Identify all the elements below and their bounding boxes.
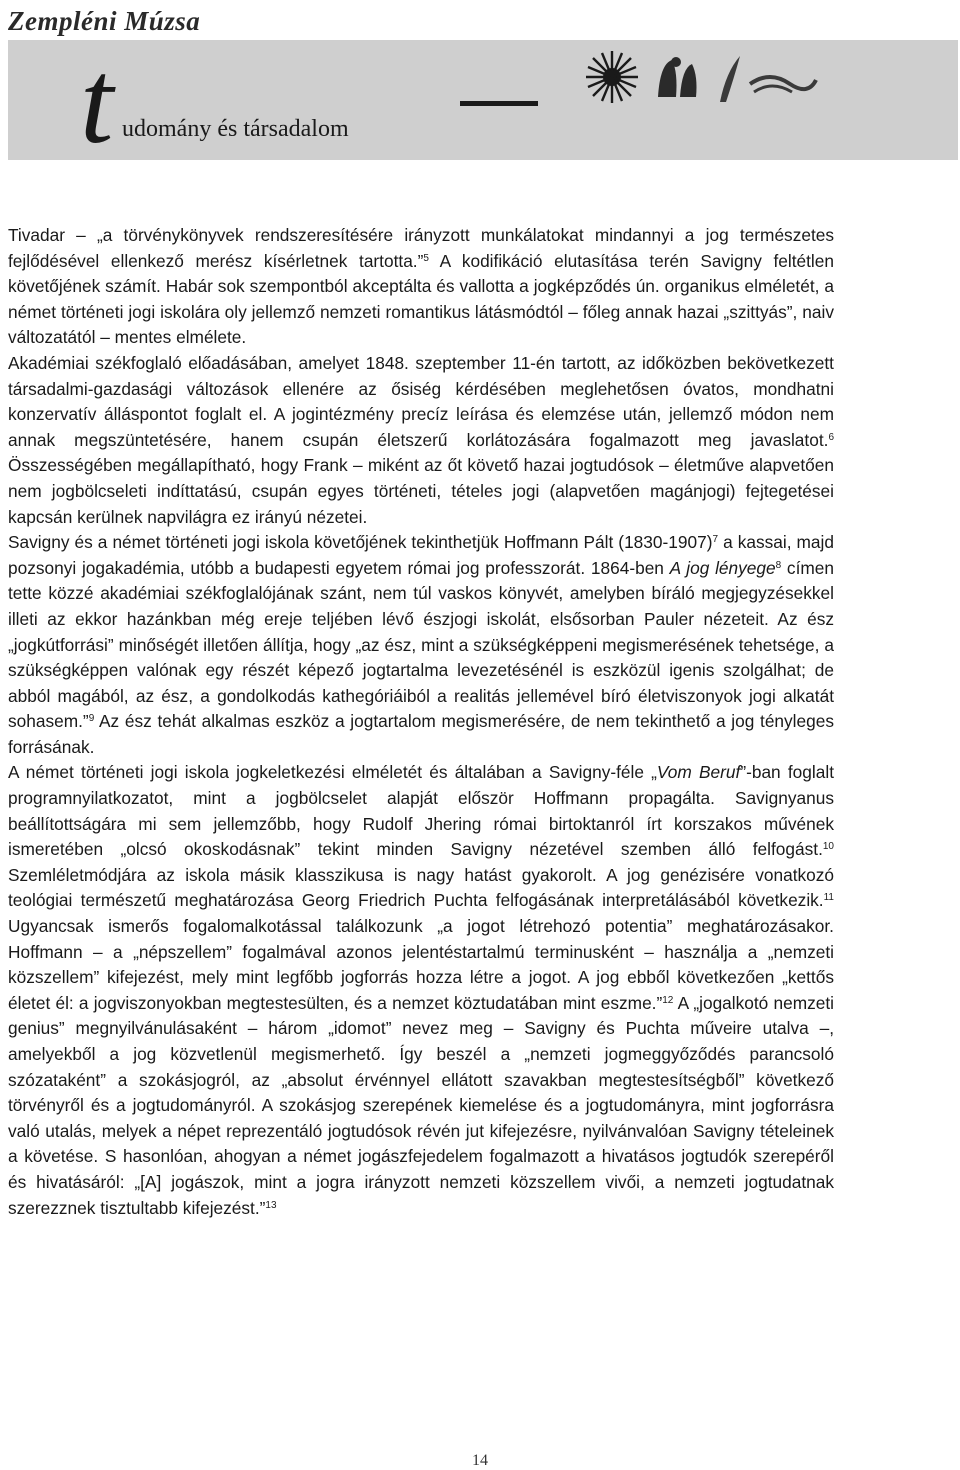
section-title: udomány és társadalom (122, 116, 349, 142)
footnote-ref: 13 (265, 1199, 277, 1211)
footnote-ref: 12 (662, 994, 674, 1006)
page-number: 14 (472, 1452, 488, 1469)
paragraph: A német történeti jogi iskola jogkeletkezési elméletét és általában a Savigny-féle „Vom Beruf”-ban foglalt programnyilatkozatot, mint a jogbölcselet alapját először Hoffmann propagálta. Savignyanus beállítottságára mi sem jellemzőbb, hogy Rudolf Jhering római birtoktanról írt korszakos művének ismeretében „olcsó okoskodásnak” tekint minden Savigny nézetével szemben álló felfogást.$^{10}$ Szemléletmódjára az iskola másik klasszikusa is nagy hatást gyakorolt. A jog genézisére vonatkozó teológiai természetű meghatározása Georg Friedrich Puchta felfogásának interpretálásából következik.$^{11}$ Ugyancsak ismerős fogalomalkotással találkozunk „a jogot létrehozó potentia” meghatározásakor. Hoffmann – a „népszellem” fogalmával azonos jelentéstartalmú terminusként – használja a „nemzeti közszellem” kifejezést, mely mint legfőbb jogforrás hozza létre a jogot. A jog ebből következően „kettős életet él: a jogviszonyokban megtestesülten, és a nemzet köztudatában mint eszme.”$^{12}$ A „jogalkotó nemzeti genius” megnyilvánulásaként – három „idomot” nevez meg – Savigny és Puchta műveire utalva –, amelyekből a jog közvetlenül megismerhető. Így beszél a „nemzeti jogmeggyőződés parancsoló szózataként” a szokásjogról, az „absolut érvénnyel ellátott szavakban megtestesítségből” következő törvényről és a jogtudományról. A szokásjog szerepének kiemelése és a jogtudományra, mint jogforrásra való utalás, melyek a népet reprezentáló jogtudósok révén jut kifejezésre, nyilvánvalóan Savigny tételeinek a követése. S hasonlóan, ahogyan a német jogászfejedelem fogalmazott a hivatásos jogtudók szerepéről és hivatásáról: „[A] jogászok, mint a jogra irányzott nemzeti közszellem vivői, a nemzeti jogtudatnak szerezznek tisztultabb kifejezést.”$^{13}$ (8, 762, 834, 1218)
footnote-ref: 10 (822, 841, 834, 853)
ornament-icon (580, 42, 820, 112)
title-rule (460, 101, 538, 106)
article-body (8, 223, 834, 1221)
book-title: A jog lényege (669, 557, 776, 578)
paragraph: Akadémiai székfoglaló előadásában, amelyet 1848. szeptember 11-én tartott, az időközben bekövetkezett társadalmi-gazdasági változások ellenére az ősiség kérdésében meglehetősen óvatos, mondhatni konzervatív álláspontot foglalt el. A jogintézmény precíz leírása és elemzése után, jellemző módon nem annak megszüntetésére, hanem csupán életszerű korlátozására fogalmazott meg javaslatot.$^6$ Összességében megállapítható, hogy Frank – miként az őt követő hazai jogtudósok – életműve alapvetően nem jogbölcseleti indíttatású, csupán egyes történeti, tételes jogi (alapvetően magánjogi) fejtegetései kapcsán kerülnek napvilágra ez irányú nézetei. (8, 352, 834, 527)
paragraph: Tivadar – „a törvénykönyvek rendszeresítésére irányzott munkálatokat mindannyi a jog természetes fejlődésével ellenkező merész kísérletnek tartotta.”$^5$ A kodifikáció elutasítása terén Savigny feltétlen követőjének számít. Habár sok szempontból akceptálta és vallotta a jogképződés ún. organikus elméletét, a német történeti jogi iskolára oly jellemző nemzeti romantikus látásmódtól – főleg annak hazai „szittyás”, naiv változatától – mentes elmélete. (8, 225, 834, 348)
paragraph: Savigny és a német történeti jogi iskola követőjének tekinthetjük Hoffmann Pált (1830-1907)$^7$ a kassai, majd pozsonyi jogakadémia, utóbb a budapesti egyetem római jog professzorát. 1864-ben A jog lényege$^8$ címen tette közzé akadémiai székfoglalójának szánt, nem túl vaskos könyvét, amelyben bíráló megjegyzésekkel illeti az ekkor hazánkban még ereje teljében lévő észjogi iskolát, elsősorban Pauler nézeteit. Az ész „jogkútforrási” minőségét illetően állítja, hogy „az ész, mint a szükségképpeni megismerésének tehetsége, a szükségképpen valónak egy részét képező jogtartalma levezetésénél is eszközül igenis szolgálhat; de abból magából, az ész, a gondolkodás kathegóriáiból a realitás jellemével bíró életviszonyok jogi alkatát sohasem.”$^9$ Az ész tehát alkalmas eszköz a jogtartalom megismerésére, de nem tekinthető a jog tényleges forrásának. (8, 532, 834, 757)
footnote-ref: 9 (88, 713, 95, 725)
footnote-ref: 6 (828, 431, 834, 443)
journal-brand: Zempléni Múzsa (8, 6, 201, 36)
footnote-ref: 5 (423, 252, 429, 264)
footnote-ref: 11 (823, 892, 834, 904)
footnote-ref: 7 (712, 534, 719, 546)
footnote-ref: 8 (775, 559, 782, 571)
book-title: Vom Beruf (656, 762, 741, 783)
section-initial: t (80, 35, 114, 168)
